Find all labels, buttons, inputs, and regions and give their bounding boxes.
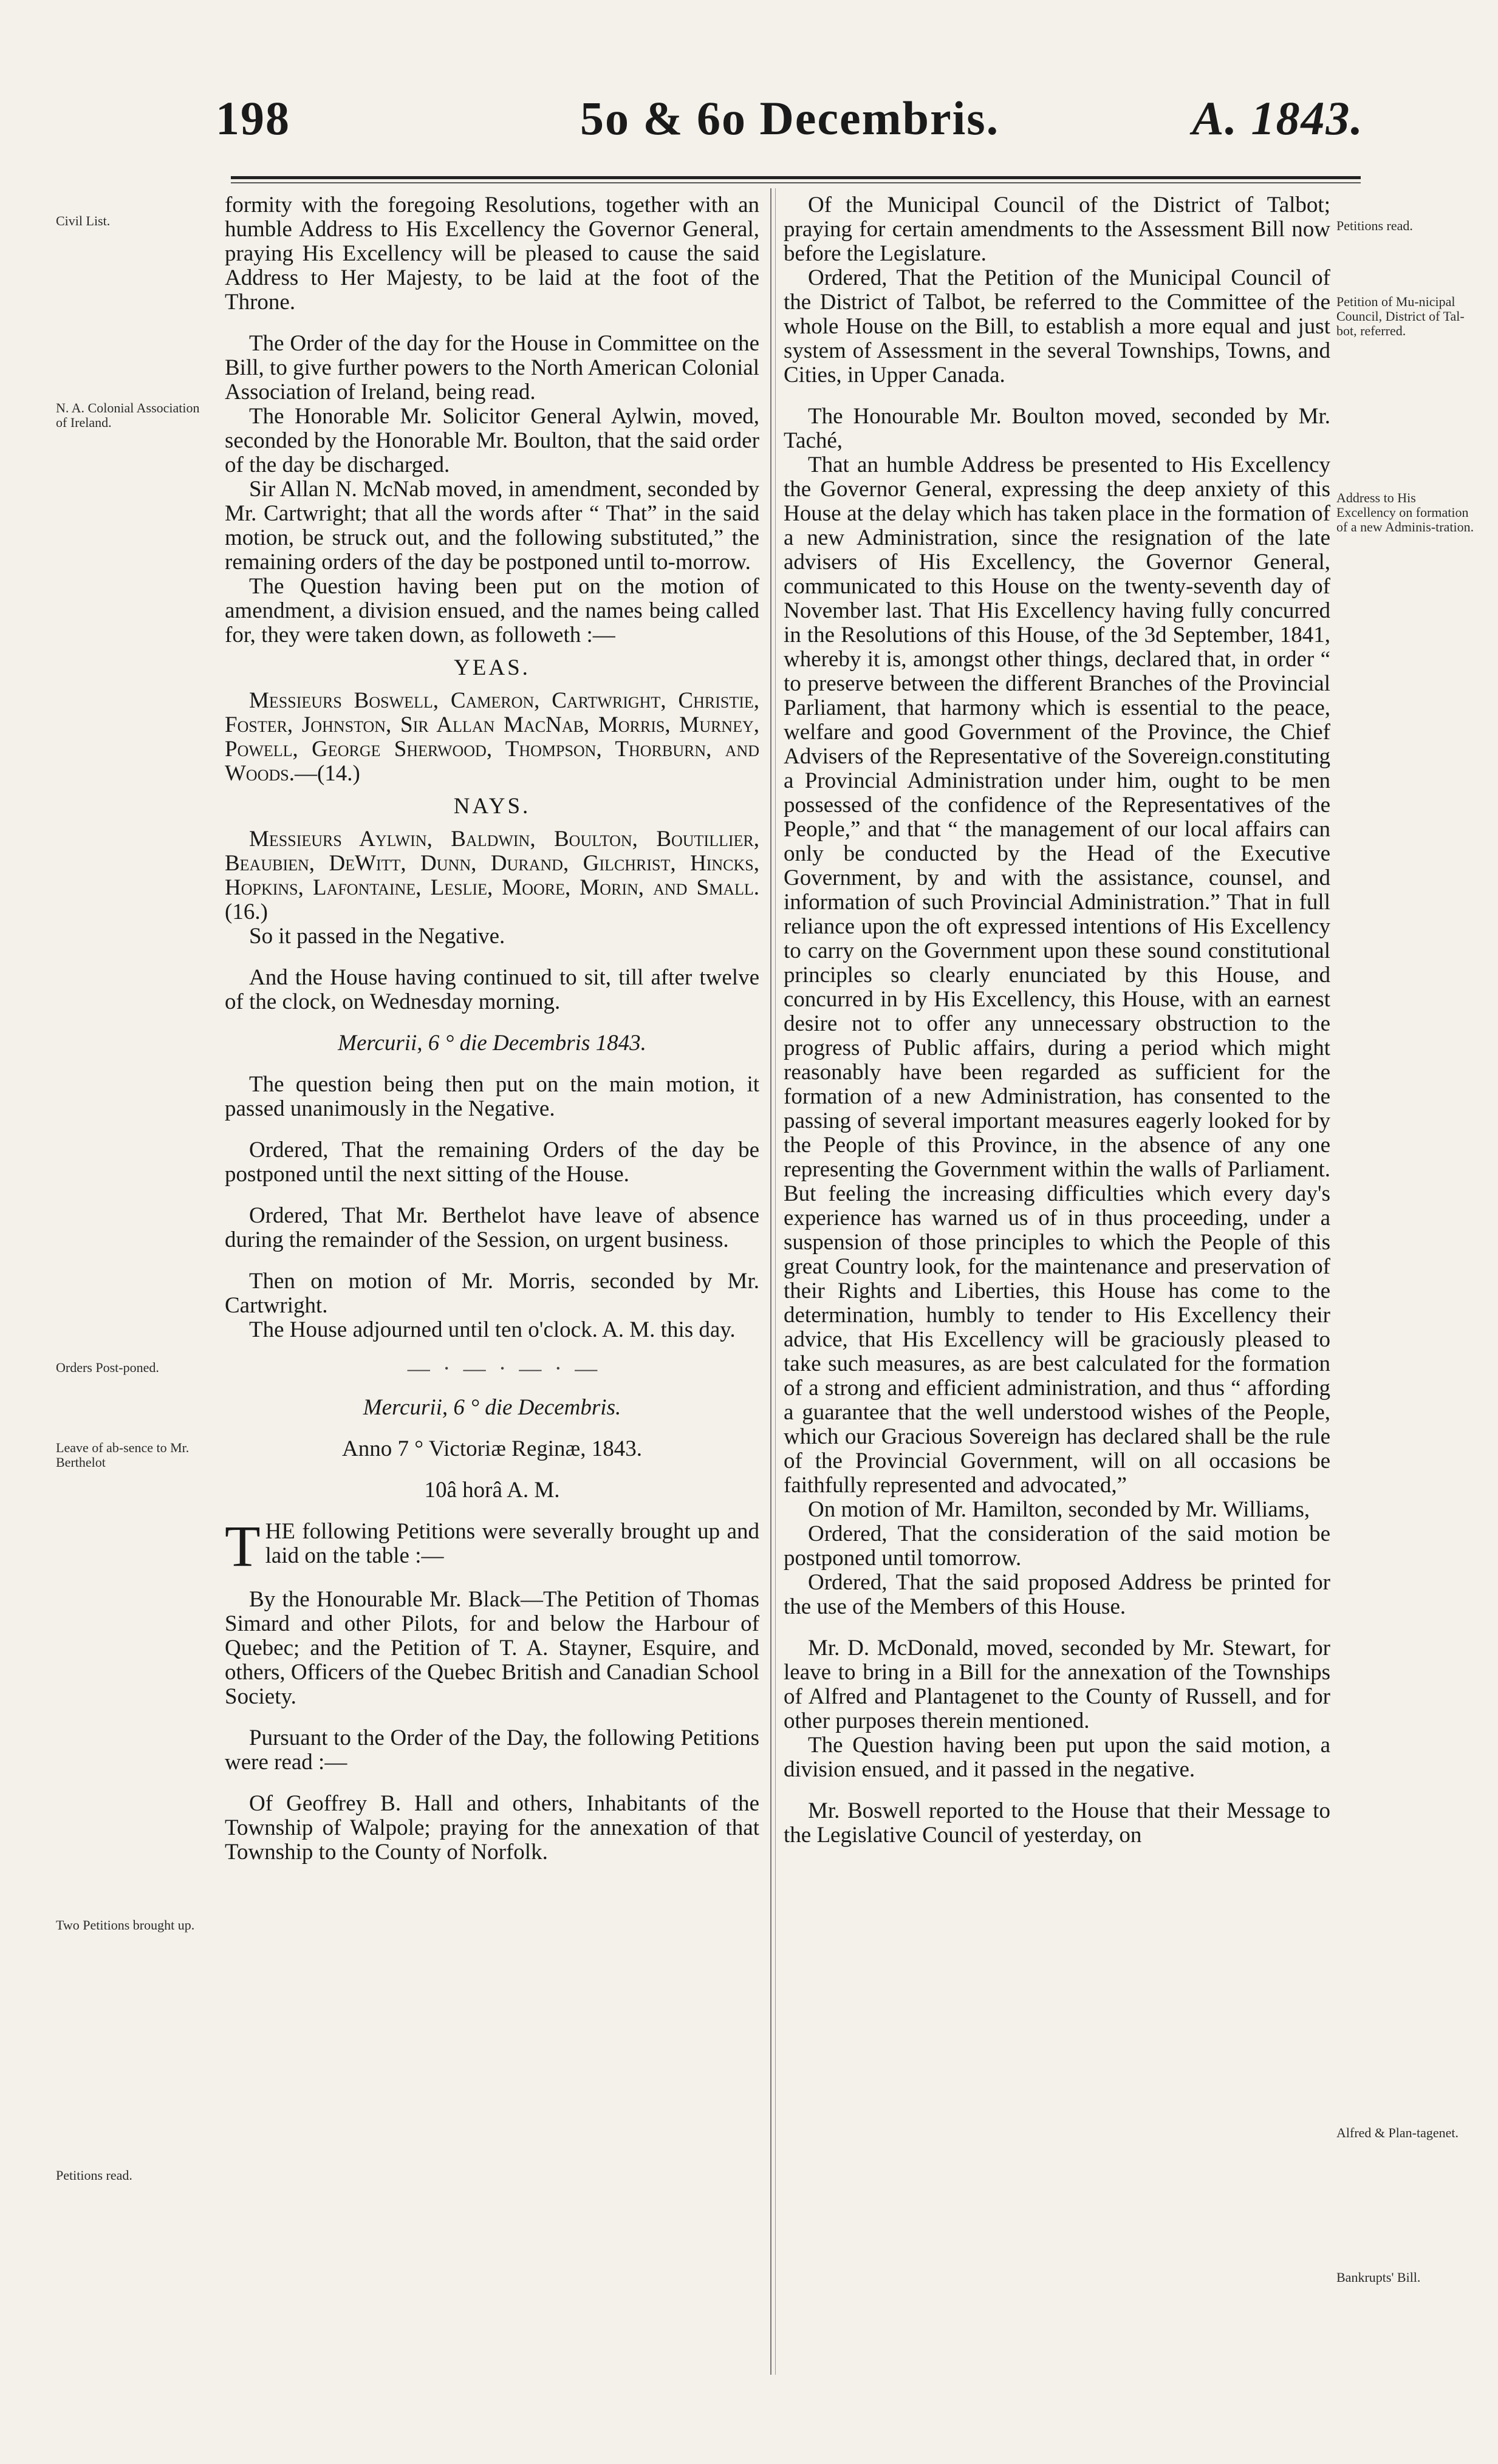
margin-note-alfred-plantagenet: Alfred & Plan-tagenet. — [1336, 2125, 1459, 2140]
nays-list: Messieurs Aylwin, Baldwin, Boulton, Boutillier, Beaubien, DeWitt, Dunn, Durand, Gilchrist, Hincks, Hopkins, Lafontaine, Leslie, Moore, Morin, and Small. (16.) — [225, 827, 759, 924]
paragraph: The Order of the day for the House in Committee on the Bill, to give further powers to the North American Colonial Association of Ireland, being read. — [225, 331, 759, 404]
date-heading: Mercurii, 6 ° die Decembris. — [363, 1395, 621, 1420]
page-header — [216, 91, 1364, 158]
paragraph: On motion of Mr. Hamilton, seconded by Mr. Williams, — [808, 1497, 1310, 1522]
margin-note-bankrupts-bill: Bankrupts' Bill. — [1336, 2270, 1421, 2285]
left-column — [225, 193, 759, 1865]
header-rule — [231, 176, 1361, 179]
margin-note-petitions-read: Petitions read. — [56, 2168, 132, 2183]
paragraph: Pursuant to the Order of the Day, the following Petitions were read :— — [225, 1725, 759, 1775]
paragraph: The House adjourned until ten o'clock. A. M. this day. — [249, 1317, 736, 1342]
session-dates: 5o & 6o Decembris. — [580, 92, 1000, 145]
column-divider-thin — [775, 188, 776, 2375]
paragraph: That an humble Address be presented to His Excellency the Governor General, expressing the deep anxiety of this House at the delay which has taken place in the formation of a new Administration, since the resignation of the late advisers of His Excellency, the Governor General, communicated to this House on the twenty-seventh day of November last. That His Excellency having fully concurred in the Resolutions of this House, of the 3d September, 1841, whereby it is, amongst other things, declared that, in order “ to preserve between the different Branches of the Provincial Parliament, that harmony which is essential to the peace, welfare and good Government of the Province, the Chief Advisers of the Representative of the Sovereign.constituting a Provincial Administration under him, ought to be men possessed of the confidence of the Representatives of the People,” and that “ the management of our local affairs can only be conducted by the Head of the Executive Government, by and with the assistance, counsel, and information of such Provincial Administration.” That in full reliance upon the oft expressed intentions of His Excellency to carry on the Government upon these sound constitutional principles so clearly enunciated by this House, and concurred in by His Excellency, this House, with an earnest desire not to offer any unnecessary obstruction to the progress of Public affairs, during a period which might reasonably have been regarded as sufficient for the formation of a new Administration, has consented to the passing of several important measures eagerly looked for by the People of this Province, in the absence of any one representing the Government within the walls of Parliament. But feeling the increasing difficulties which every day's experience has warned us of in thus proceeding, under a suspension of those principles to which the People of this great Country look, for the maintenance and preservation of their Rights and Liberties, this House has come to the determination, humbly to tender to His Excellency their advice, that His Excellency will be graciously pleased to take such measures, as are best calculated for the formation of a strong and efficient administration, and thus “ affording a guarantee that the well understood wishes of the People, which our Gracious Sovereign has declared shall be the rule of the Provincial Government, will on all occasions be faithfully represented and advocated,” — [784, 452, 1330, 1498]
paragraph — [225, 1514, 759, 1578]
margin-note-orders-postponed: Orders Post-poned. — [56, 1360, 159, 1375]
paragraph: formity with the foregoing Resolutions, together with an humble Address to His Excellency the Governor General, praying His Excellency will be pleased to cause the said Address to Her Majesty, to be laid at the foot of the Throne. — [225, 193, 759, 315]
paragraph: The question being then put on the main motion, it passed unanimously in the Negative. — [225, 1072, 759, 1121]
margin-note-petition-municipal: Petition of Mu-nicipal Council, District of Tal-bot, referred. — [1336, 294, 1465, 338]
paragraph: The Question having been put upon the said motion, a division ensued, and it passed in the negative. — [784, 1733, 1330, 1782]
paragraph: Ordered, That Mr. Berthelot have leave of absence during the remainder of the Session, on urgent business. — [225, 1203, 759, 1252]
paragraph: Ordered, That the remaining Orders of the day be postponed until the next sitting of the House. — [225, 1138, 759, 1187]
paragraph: Ordered, That the said proposed Address be printed for the use of the Members of this House. — [784, 1570, 1330, 1619]
margin-note-civil-list: Civil List. — [56, 213, 111, 228]
paragraph: The Honourable Mr. Boulton moved, seconded by Mr. Taché, — [784, 404, 1330, 453]
section-divider: — · — · — · — — [407, 1356, 601, 1381]
paragraph: The Honorable Mr. Solicitor General Aylwin, moved, seconded by the Honorable Mr. Boulton, that the said order of the day be discharged. — [225, 404, 759, 477]
right-column — [784, 193, 1330, 1848]
paragraph: By the Honourable Mr. Black—The Petition of Thomas Simard and other Pilots, for and below the Harbour of Quebec; and the Petition of T. A. Stayner, Esquire, and others, Officers of the Quebec British and Canadian School Society. — [225, 1587, 759, 1709]
paragraph: Then on motion of Mr. Morris, seconded by Mr. Cartwright. — [225, 1269, 759, 1318]
margin-note-two-petitions: Two Petitions brought up. — [56, 1917, 195, 1933]
paragraph-text: HE following Petitions were severally brought up and laid on the table :— — [265, 1519, 759, 1568]
paragraph: Sir Allan N. McNab moved, in amendment, seconded by Mr. Cartwright; that all the words after “ That” in the said motion, be struck out, and the following substituted,” the remaining orders of the day be postponed until to-morrow. — [225, 477, 759, 575]
margin-note-colonial-association: N. A. Colonial Association of Ireland. — [56, 400, 200, 430]
column-divider — [770, 188, 771, 2375]
drop-cap: T — [225, 1514, 261, 1578]
paragraph: And the House having continued to sit, till after twelve of the clock, on Wednesday morning. — [225, 965, 759, 1014]
yeas-list: Messieurs Boswell, Cameron, Cartwright, Christie, Foster, Johnston, Sir Allan MacNab, Morris, Murney, Powell, George Sherwood, Thompson, Thorburn, and Woods.—(14.) — [225, 688, 759, 786]
paragraph: Of the Municipal Council of the District of Talbot; praying for certain amendments to the Assessment Bill now before the Legislature. — [784, 193, 1330, 266]
session-hour: 10â horâ A. M. — [424, 1478, 560, 1503]
regnal-year: Anno 7 ° Victoriæ Reginæ, 1843. — [342, 1436, 642, 1461]
paragraph: Of Geoffrey B. Hall and others, Inhabitants of the Township of Walpole; praying for the annexation of that Township to the County of Norfolk. — [225, 1791, 759, 1865]
yeas-heading: YEAS. — [454, 655, 530, 680]
paragraph: Mr. D. McDonald, moved, seconded by Mr. Stewart, for leave to bring in a Bill for the annexation of the Townships of Alfred and Plantagenet to the County of Russell, and for other purposes therein mentioned. — [784, 1636, 1330, 1733]
margin-note-petitions-read-right: Petitions read. — [1336, 218, 1413, 233]
paragraph: Ordered, That the consideration of the said motion be postponed until tomorrow. — [784, 1521, 1330, 1571]
session-year: A. 1843. — [1192, 92, 1364, 145]
header-rule-thin — [231, 182, 1361, 183]
paragraph: Mr. Boswell reported to the House that their Message to the Legislative Council of yesterday, on — [784, 1798, 1330, 1848]
nays-heading: NAYS. — [453, 794, 531, 819]
date-heading: Mercurii, 6 ° die Decembris 1843. — [338, 1031, 646, 1056]
paragraph: Ordered, That the Petition of the Municipal Council of the District of Talbot, be referred to the Committee of the whole House on the Bill, to establish a more equal and just system of Assessment in the several Townships, Towns, and Cities, in Upper Canada. — [784, 265, 1330, 387]
paragraph: So it passed in the Negative. — [249, 924, 505, 949]
paragraph: The Question having been put on the motion of amendment, a division ensued, and the names being called for, they were taken down, as followeth :— — [225, 574, 759, 647]
page-number: 198 — [216, 92, 290, 145]
margin-note-address-excellency: Address to His Excellency on formation of a new Adminis-tration. — [1336, 490, 1474, 534]
margin-note-leave-absence: Leave of ab-sence to Mr. Berthelot — [56, 1440, 190, 1470]
